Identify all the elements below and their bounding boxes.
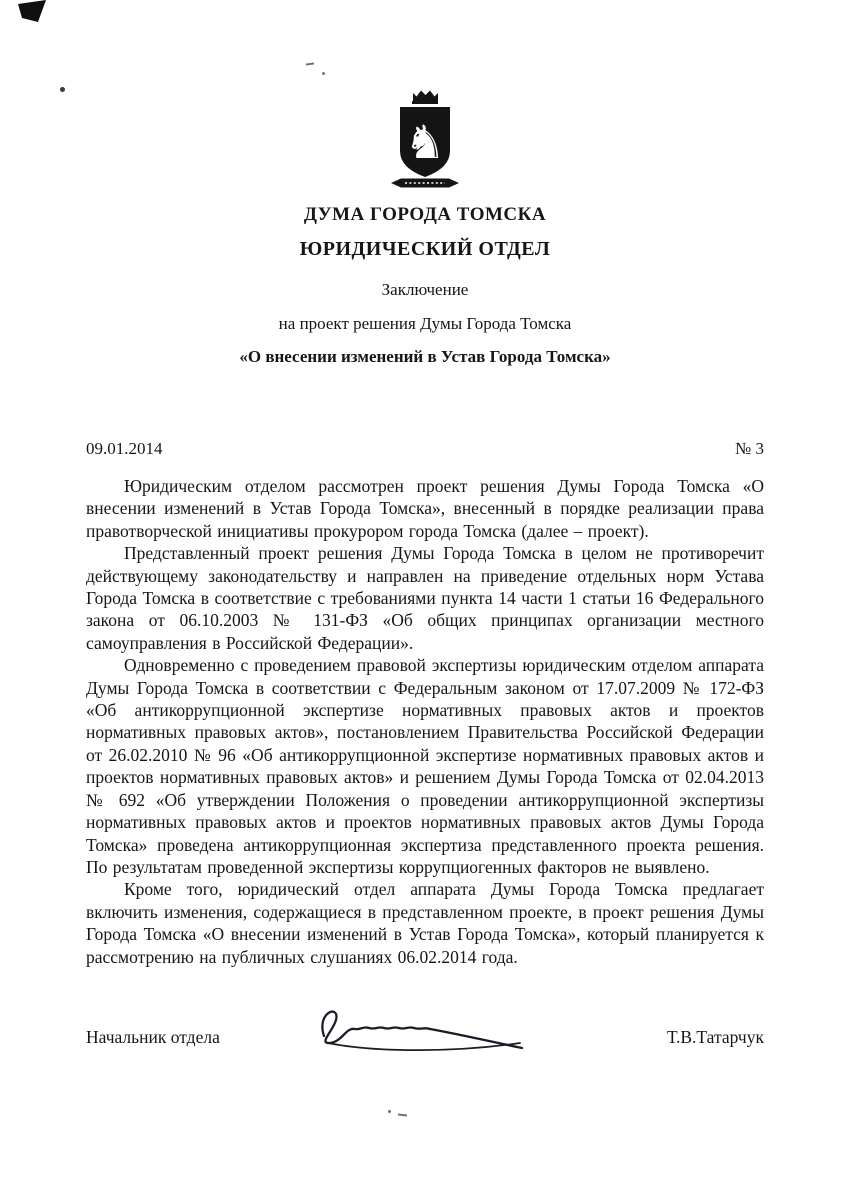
signer-position: Начальник отдела <box>86 1026 220 1047</box>
ribbon-banner-icon <box>391 179 459 188</box>
signature-block <box>86 996 764 1054</box>
tomsk-coat-of-arms-emblem <box>387 84 463 196</box>
scan-artifact-dot <box>388 1110 391 1113</box>
body-paragraph: Юридическим отделом рассмотрен проект решения Думы Города Томска «О внесении изменений в Устав Города Томска», внесенный в порядке реализации права правотворческой инициативы прокурором города Томска (далее – проект). <box>86 476 764 541</box>
body-paragraph: Кроме того, юридический отдел аппарата Думы Города Томска предлагает включить изменения, содержащиеся в представленном проекте, в проект решения Думы Города Томска «О внесении изменений в Устав Города Томска», который планируется к рассмотрению на публичных слушаниях 06.02.2014 года. <box>86 879 764 967</box>
document-type-title: Заключение <box>381 280 469 299</box>
body-paragraph: Одновременно с проведением правовой экспертизы юридическим отделом аппарата Думы Города Томска в соответствии с Федеральным законом от 17.07.2009 № 172-ФЗ «Об антикоррупционной экспертизе нормативных правовых актов и проектов нормативных правовых актов», постановлением Правительства Российской Федерации от 26.02.2010 № 96 «Об антикоррупционной экспертизе нормативных правовых актов и проектов нормативных правовых актов» и решением Думы Города Томска от 02.04.2013 № 692 «Об утверждении Положения о проведении антикоррупционной экспертизы нормативных правовых актов и проектов нормативных правовых актов Думы Города Томска» проведена антикоррупционная экспертиза представленного проекта решения. По результатам проведенной экспертизы коррупциогенных факторов не выявлено. <box>86 655 764 877</box>
crown-icon <box>413 91 438 102</box>
document-subject-line1: на проект решения Думы Города Томска <box>278 314 572 333</box>
document-meta-row <box>86 439 764 459</box>
horse-icon: ♞ <box>404 115 446 169</box>
handwritten-signature <box>308 996 538 1054</box>
signer-name: Т.В.Татарчук <box>667 1026 764 1047</box>
document-date: 09.01.2014 <box>86 439 163 458</box>
document-header <box>86 0 764 367</box>
scan-artifact-dash <box>398 1114 407 1117</box>
document-subject-line2: «О внесении изменений в Устав Города Томска» <box>239 347 611 366</box>
document-body <box>86 475 764 968</box>
document-number: № 3 <box>735 439 764 458</box>
org-name-line2: ЮРИДИЧЕСКИЙ ОТДЕЛ <box>299 238 551 260</box>
org-name-line1: ДУМА ГОРОДА ТОМСКА <box>303 204 547 225</box>
body-paragraph: Представленный проект решения Думы Города Томска в целом не противоречит действующему законодательству и направлен на приведение отдельных норм Устава Города Томска в соответствие с требованиями пункта 14 части 1 статьи 16 Федерального закона от 06.10.2003 № 131-ФЗ «Об общих принципах организации местного самоуправления в Российской Федерации». <box>86 543 764 653</box>
